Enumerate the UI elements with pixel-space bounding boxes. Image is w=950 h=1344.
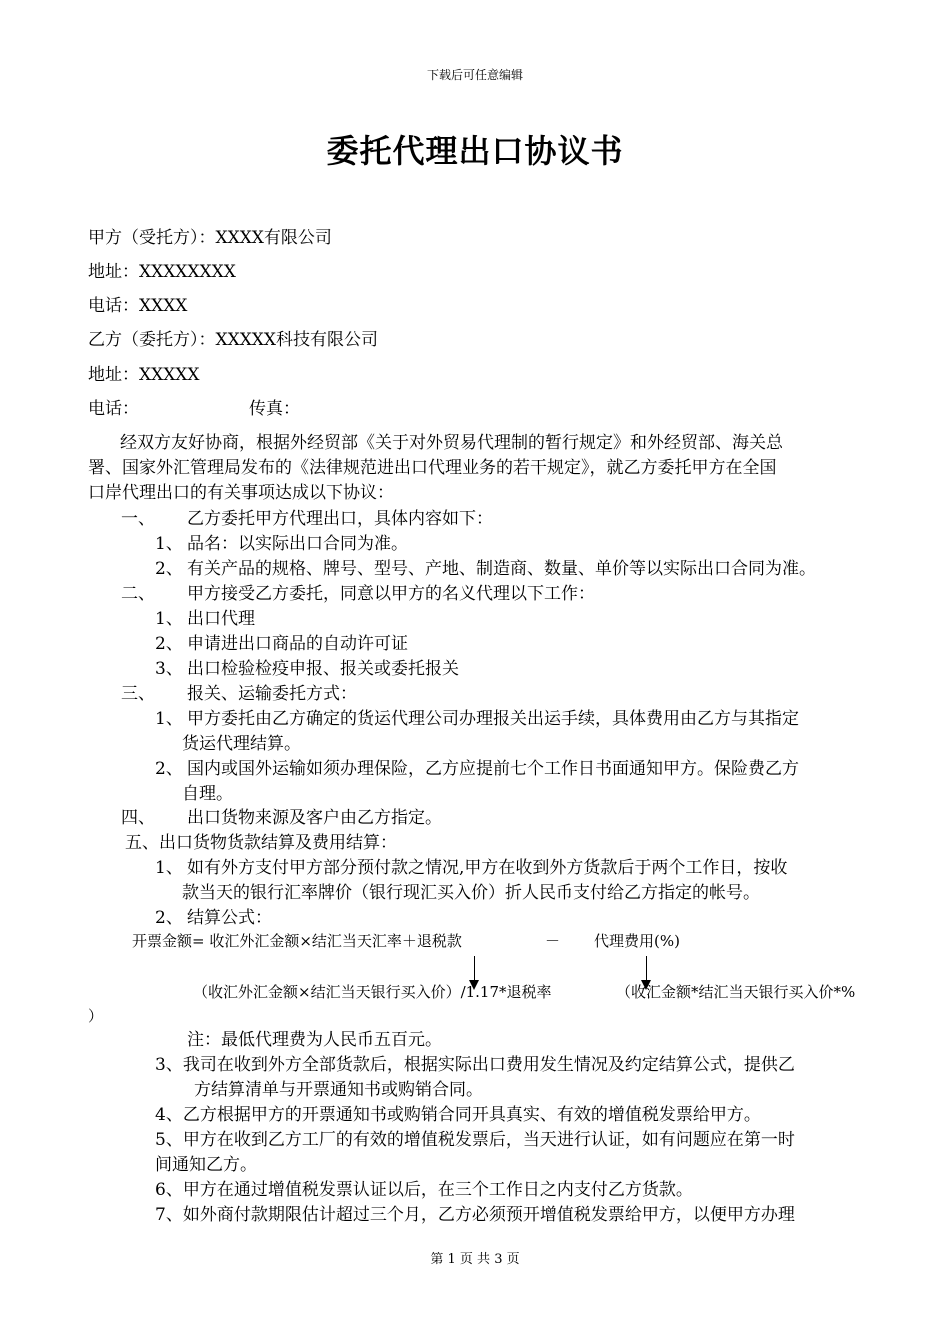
s5-item-1-number: 1、 [155, 858, 183, 878]
s2-item-3-number: 3、 [155, 659, 183, 679]
s3-item-2-line-2: 自理。 [182, 784, 233, 804]
formula-arrow-1-shaft [474, 956, 475, 980]
section-2-title: 甲方接受乙方委托，同意以甲方的名义代理以下工作： [187, 584, 595, 604]
s1-item-1-number: 1、 [155, 534, 183, 554]
s5-item-5-line-1: 5、甲方在收到乙方工厂的有效的增值税发票后，当天进行认证，如有问题应在第一时 [155, 1130, 795, 1150]
s2-item-3: 出口检验检疫申报、报关或委托报关 [187, 659, 459, 679]
s2-item-2-number: 2、 [155, 634, 183, 654]
section-2-number: 二、 [121, 584, 155, 604]
note: 注：最低代理费为人民币五百元。 [187, 1030, 442, 1050]
s3-item-1-line-1: 甲方委托由乙方确定的货运代理公司办理报关出运手续，具体费用由乙方与其指定 [187, 709, 799, 729]
formula-arrow-2-shaft [646, 956, 647, 980]
formula-close: ） [88, 1007, 104, 1025]
section-3-number: 三、 [121, 684, 155, 704]
party-b-phone: 电话： [88, 399, 139, 419]
party-a-phone: 电话：XXXX [88, 296, 188, 316]
s5-item-1-line-2: 款当天的银行汇率牌价（银行现汇买入价）折人民币支付给乙方指定的帐号。 [182, 883, 760, 903]
s2-item-2: 申请进出口商品的自动许可证 [187, 634, 408, 654]
page-footer: 第 1 页 共 3 页 [430, 1252, 520, 1267]
formula-part-2: （收汇金额*结汇当天银行买入价*% [616, 983, 856, 1001]
s1-item-2-number: 2、 [155, 559, 183, 579]
s1-item-2: 有关产品的规格、牌号、型号、产地、制造商、数量、单价等以实际出口合同为准。 [187, 559, 816, 579]
party-b-name: 乙方（委托方）：XXXXX科技有限公司 [88, 330, 379, 350]
s1-item-1: 品名：以实际出口合同为准。 [187, 534, 408, 554]
s2-item-1-number: 1、 [155, 609, 183, 629]
intro-line-1: 经双方友好协商，根据外经贸部《关于对外贸易代理制的暂行规定》和外经贸部、海关总 [120, 433, 783, 453]
intro-line-2: 署、国家外汇管理局发布的《法律规范进出口代理业务的若干规定》，就乙方委托甲方在全国 [88, 458, 777, 478]
formula-minus: － [545, 932, 561, 950]
s3-item-1-number: 1、 [155, 709, 183, 729]
s5-item-7-line-1: 7、如外商付款期限估计超过三个月，乙方必须预开增值税发票给甲方，以便甲方办理 [155, 1205, 795, 1225]
formula-fee: 代理费用(%) [594, 932, 680, 950]
s3-item-2-line-1: 国内或国外运输如须办理保险，乙方应提前七个工作日书面通知甲方。保险费乙方 [187, 759, 799, 779]
section-4-title: 出口货物来源及客户由乙方指定。 [187, 808, 442, 828]
s5-item-4: 4、乙方根据甲方的开票通知书或购销合同开具真实、有效的增值税发票给甲方。 [155, 1105, 761, 1125]
s2-item-1: 出口代理 [187, 609, 255, 629]
document-title: 委托代理出口协议书 [326, 132, 624, 170]
s5-item-3-line-2: 方结算清单与开票通知书或购销合同。 [194, 1080, 483, 1100]
section-5-title: 五、出口货物货款结算及费用结算： [125, 833, 397, 853]
party-a-name: 甲方（受托方）：XXXX有限公司 [88, 228, 332, 248]
section-4-number: 四、 [121, 808, 155, 828]
intro-line-3: 口岸代理出口的有关事项达成以下协议： [88, 483, 394, 503]
s5-item-3-line-1: 3、我司在收到外方全部货款后，根据实际出口费用发生情况及约定结算公式，提供乙 [155, 1055, 795, 1075]
s3-item-2-number: 2、 [155, 759, 183, 779]
section-3-title: 报关、运输委托方式： [187, 684, 357, 704]
s5-item-5-line-2: 间通知乙方。 [155, 1155, 257, 1175]
s5-item-1-line-1: 如有外方支付甲方部分预付款之情况,甲方在收到外方货款后于两个工作日，按收 [187, 858, 788, 878]
section-1-number: 一、 [121, 509, 155, 529]
formula-part-1: （收汇外汇金额×结汇当天银行买入价）/1.17*退税率 [193, 983, 552, 1001]
party-b-address: 地址：XXXXX [88, 365, 200, 385]
section-1-title: 乙方委托甲方代理出口，具体内容如下： [187, 509, 493, 529]
s5-item-6: 6、甲方在通过增值税发票认证以后，在三个工作日之内支付乙方货款。 [155, 1180, 693, 1200]
s3-item-1-line-2: 货运代理结算。 [182, 734, 301, 754]
party-a-address: 地址：XXXXXXXX [88, 262, 236, 282]
s5-item-2-number: 2、 [155, 908, 183, 928]
page-header: 下载后可任意编辑 [426, 68, 523, 82]
formula-line: 开票金额= 收汇外汇金额×结汇当天汇率＋退税款 [132, 932, 462, 950]
s5-item-2: 结算公式： [187, 908, 272, 928]
party-b-fax: 传真： [249, 399, 300, 419]
